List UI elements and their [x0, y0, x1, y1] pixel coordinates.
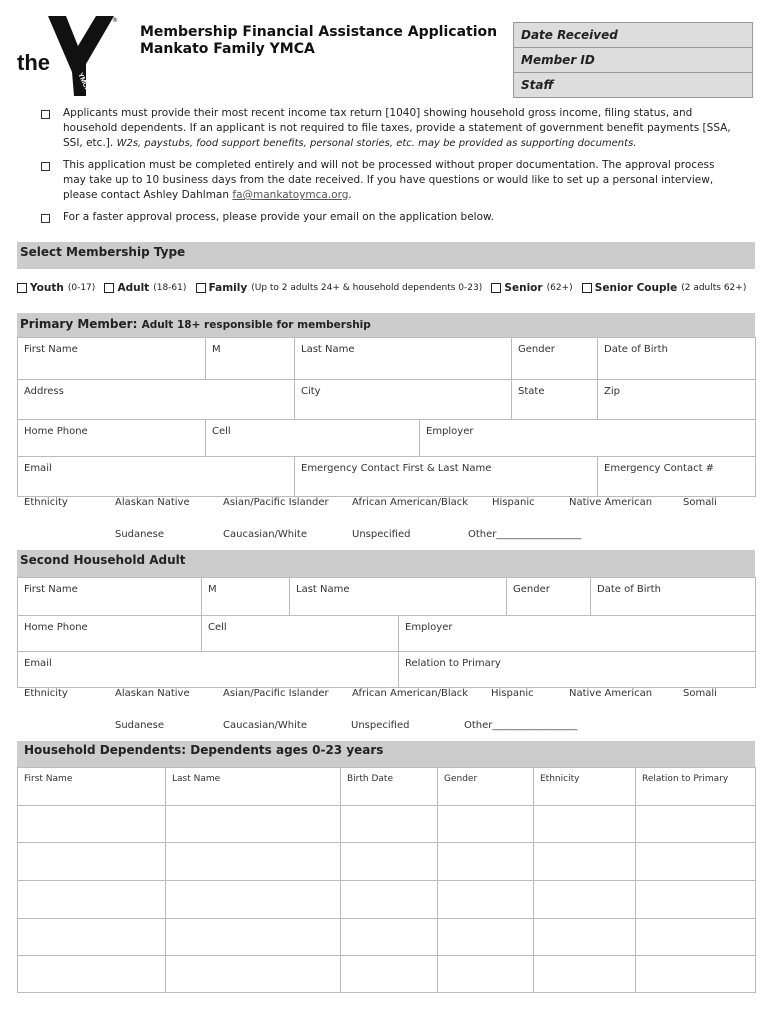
checkbox-icon[interactable] — [582, 283, 592, 293]
col-birth-date: Birth Date — [341, 768, 438, 806]
ymca-logo — [16, 14, 120, 98]
ethnicity-label: Ethnicity — [24, 497, 68, 508]
option-adult[interactable]: Adult (18-61) — [104, 282, 186, 294]
note-tax-return: Applicants must provide their most recent income tax return [1040] showing household gross income, filing status, and household dependents. If an applicant is not required to file taxes, provide a statement of government benefit payments [SSA, SSI, etc.]. W2s, paystubs, food support benefits, personal stories, etc. may be provided as supporting documents. — [40, 106, 740, 151]
ethnicity-native[interactable]: Native American — [569, 688, 653, 699]
second-home-phone-field[interactable]: Home Phone — [18, 616, 202, 652]
primary-member-table — [17, 337, 756, 497]
ethnicity-african[interactable]: African American/Black — [352, 688, 469, 699]
ethnicity-somali[interactable]: Somali — [683, 497, 717, 508]
second-ethnicity-options — [24, 688, 754, 740]
option-senior-couple[interactable]: Senior Couple (2 adults 62+) — [582, 282, 747, 294]
emergency-contact-name-field[interactable]: Emergency Contact First & Last Name — [295, 457, 598, 497]
cell-field[interactable]: Cell — [206, 420, 420, 457]
dob-field[interactable]: Date of Birth — [598, 338, 756, 380]
option-senior[interactable]: Senior (62+) — [491, 282, 572, 294]
ethnicity-hispanic[interactable]: Hispanic — [491, 688, 534, 699]
date-received-field[interactable]: Date Received — [514, 23, 752, 48]
ethnicity-sudanese[interactable]: Sudanese — [115, 529, 165, 540]
state-field[interactable]: State — [512, 380, 598, 420]
dependents-table — [17, 767, 756, 993]
zip-field[interactable]: Zip — [598, 380, 756, 420]
ethnicity-asian[interactable]: Asian/Pacific Islander — [223, 497, 329, 508]
first-name-field[interactable]: First Name — [18, 338, 206, 380]
table-row — [18, 881, 756, 919]
table-row — [18, 843, 756, 881]
member-id-field[interactable]: Member ID — [514, 48, 752, 73]
ethnicity-african[interactable]: African American/Black — [352, 497, 469, 508]
checkbox-icon[interactable] — [196, 283, 206, 293]
col-last-name: Last Name — [166, 768, 341, 806]
table-row — [18, 956, 756, 993]
col-first-name: First Name — [18, 768, 166, 806]
last-name-field[interactable]: Last Name — [295, 338, 512, 380]
checkbox-icon[interactable] — [17, 283, 27, 293]
employer-field[interactable]: Employer — [420, 420, 756, 457]
title-line2: Mankato Family YMCA — [140, 41, 315, 57]
home-phone-field[interactable]: Home Phone — [18, 420, 206, 457]
option-youth[interactable]: Youth (0-17) — [17, 282, 95, 294]
gender-field[interactable]: Gender — [512, 338, 598, 380]
ethnicity-alaskan[interactable]: Alaskan Native — [115, 688, 190, 699]
checkbox-icon[interactable] — [104, 283, 114, 293]
note-documentation: This application must be completed entirely and will not be processed without proper documentation. The approval process may take up to 10 business days from the date received. If you have questions or would like to set up a personal interview, please contact Ashley Dahlman fa@mankatoymca.org. — [40, 158, 740, 203]
staff-field[interactable]: Staff — [514, 73, 752, 97]
option-family[interactable]: Family (Up to 2 adults 24+ & household dependents 0-23) — [196, 282, 483, 294]
ethnicity-unspecified[interactable]: Unspecified — [351, 720, 410, 731]
primary-member-header: Primary Member: Adult 18+ responsible for membership — [17, 313, 755, 337]
email-field[interactable]: Email — [18, 457, 295, 497]
instructions — [40, 106, 740, 232]
title-line1: Membership Financial Assistance Application — [140, 24, 498, 40]
page-title — [140, 24, 497, 58]
ethnicity-other[interactable]: Other_________________ — [468, 529, 582, 540]
table-row — [18, 919, 756, 956]
second-adult-table — [17, 577, 756, 688]
col-relation: Relation to Primary — [636, 768, 756, 806]
checkbox-icon[interactable] — [491, 283, 501, 293]
city-field[interactable]: City — [295, 380, 512, 420]
emergency-contact-number-field[interactable]: Emergency Contact # — [598, 457, 756, 497]
second-relation-field[interactable]: Relation to Primary — [399, 652, 756, 688]
logo-ymca-text: YMCA — [76, 71, 92, 94]
second-email-field[interactable]: Email — [18, 652, 399, 688]
second-adult-header: Second Household Adult — [17, 550, 755, 577]
svg-text:®: ® — [112, 17, 118, 24]
ethnicity-caucasian[interactable]: Caucasian/White — [223, 529, 307, 540]
primary-ethnicity-options — [24, 497, 754, 549]
dependents-header: Household Dependents: Dependents ages 0-23 years — [17, 741, 755, 767]
ethnicity-caucasian[interactable]: Caucasian/White — [223, 720, 307, 731]
ethnicity-other[interactable]: Other_________________ — [464, 720, 578, 731]
col-gender: Gender — [438, 768, 534, 806]
ethnicity-unspecified[interactable]: Unspecified — [352, 529, 411, 540]
ethnicity-hispanic[interactable]: Hispanic — [492, 497, 535, 508]
membership-type-options — [17, 282, 757, 296]
second-mi-field[interactable]: M — [202, 578, 290, 616]
second-gender-field[interactable]: Gender — [507, 578, 591, 616]
ethnicity-sudanese[interactable]: Sudanese — [115, 720, 165, 731]
checkbox-icon[interactable] — [41, 110, 50, 119]
office-use-box — [513, 22, 753, 98]
note-email: For a faster approval process, please provide your email on the application below. — [40, 210, 740, 225]
ethnicity-native[interactable]: Native American — [569, 497, 653, 508]
second-dob-field[interactable]: Date of Birth — [591, 578, 756, 616]
ethnicity-asian[interactable]: Asian/Pacific Islander — [223, 688, 329, 699]
ethnicity-alaskan[interactable]: Alaskan Native — [115, 497, 190, 508]
second-employer-field[interactable]: Employer — [399, 616, 756, 652]
ethnicity-somali[interactable]: Somali — [683, 688, 717, 699]
dependents-header-row — [18, 768, 756, 806]
mi-field[interactable]: M — [206, 338, 295, 380]
second-last-name-field[interactable]: Last Name — [290, 578, 507, 616]
table-row — [18, 806, 756, 843]
col-ethnicity: Ethnicity — [534, 768, 636, 806]
ethnicity-label: Ethnicity — [24, 688, 68, 699]
membership-type-header: Select Membership Type — [17, 242, 755, 269]
second-cell-field[interactable]: Cell — [202, 616, 399, 652]
logo-the-text: the — [17, 50, 50, 75]
second-first-name-field[interactable]: First Name — [18, 578, 202, 616]
email-link[interactable]: fa@mankatoymca.org — [232, 189, 349, 201]
address-field[interactable]: Address — [18, 380, 295, 420]
checkbox-icon[interactable] — [41, 162, 50, 171]
checkbox-icon[interactable] — [41, 214, 50, 223]
